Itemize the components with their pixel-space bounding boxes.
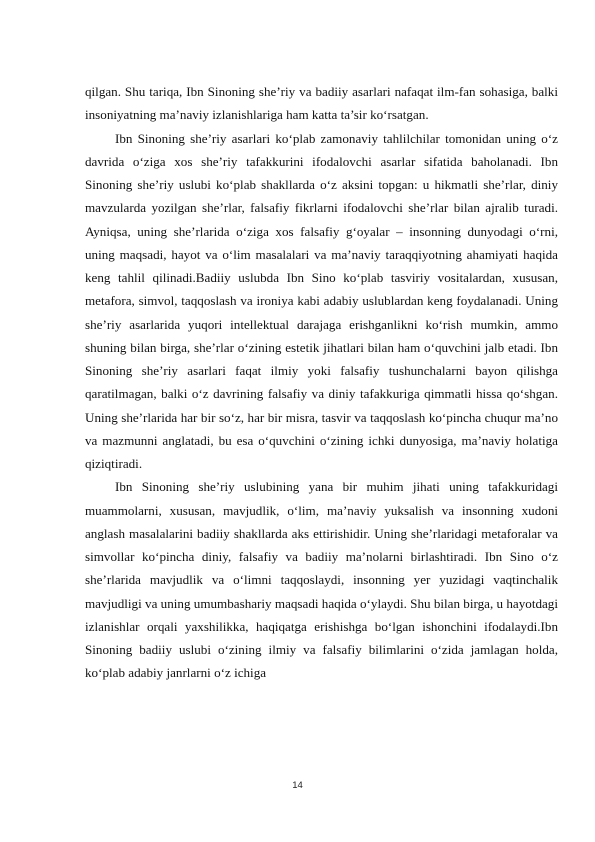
paragraph-continuation: qilgan. Shu tariqa, Ibn Sinoning she’riy va badiiy asarlari nafaqat ilm-fan sohasiga, balki insoniyatning ma’naviy izlanishlariga ham katta ta’sir ko‘rsatgan. [85, 84, 558, 123]
page-number: 14 [292, 780, 303, 791]
paragraph-poetic-style: Ibn Sinoning she’riy uslubining yana bir muhim jihati uning tafakkuridagi muammolarni, xususan, mavjudlik, o‘lim, ma’naviy yuksalish va insonning xudoni anglash masalalarini badiiy shakllarda aks ettirishidir. Uning she’rlaridagi metaforalar va simvollar ko‘pincha diniy, falsafiy va badiiy ma’nolarni birlashtiradi. Ibn Sino o‘z she’rlarida mavjudlik va o‘limni taqqoslaydi, insonning yer yuzidagi vaqtinchalik mavjudligi va uning umumbashariy maqsadi haqida o‘ylaydi. Shu bilan birga, u hayotdagi izlanishlar orqali yaxshilikka, haqiqatga erishishga bo‘lgan ishonchini ifodalaydi.Ibn Sinoning badiiy uslubi o‘zining ilmiy va falsafiy bilimlarini o‘zida jamlagan holda, ko‘plab adabiy janrlarni o‘z ichiga [85, 479, 558, 681]
document-page [85, 80, 558, 685]
paragraph-poetic-works: Ibn Sinoning she’riy asarlari ko‘plab zamonaviy tahlilchilar tomonidan uning o‘z davrida o‘ziga xos she’riy tafakkurini ifodalovchi asarlar sifatida baholanadi. Ibn Sinoning she’riy uslubi ko‘plab shakllarda o‘z aksini topgan: u hikmatli she’rlar, diniy mavzularda yozilgan she’rlar, falsafiy fikrlarni ifodalovchi she’rlar bilan ajralib turadi. Ayniqsa, uning she’rlarida o‘ziga xos falsafiy g‘oyalar – insonning dunyodagi o‘rni, uning maqsadi, hayot va o‘lim masalalari va ma’naviy taraqqiyotning ahamiyati haqida keng tahlil qilinadi.Badiiy uslubda Ibn Sino ko‘plab tasviriy vositalardan, xususan, metafora, simvol, taqqoslash va ironiya kabi adabiy uslublardan keng foydalanadi. Uning she’riy asarlarida yuqori intellektual darajaga erishganlikni ko‘rish mumkin, ammo shuning bilan birga, she’rlar o‘zining estetik jihatlari bilan ham o‘quvchini jalb etadi. Ibn Sinoning she’riy asarlari faqat ilmiy yoki falsafiy tushunchalarni bayon qilishga qaratilmagan, balki o‘z davrining falsafiy va diniy tafakkuriga qimmatli hissa qo‘shgan. Uning she’rlarida har bir so‘z, har bir misra, tasvir va taqqoslash ko‘pincha chuqur ma’no va mazmunni anglatadi, bu esa o‘quvchini o‘zining ichki dunyosiga, ma’naviy holatiga qiziqtiradi. [85, 130, 558, 471]
